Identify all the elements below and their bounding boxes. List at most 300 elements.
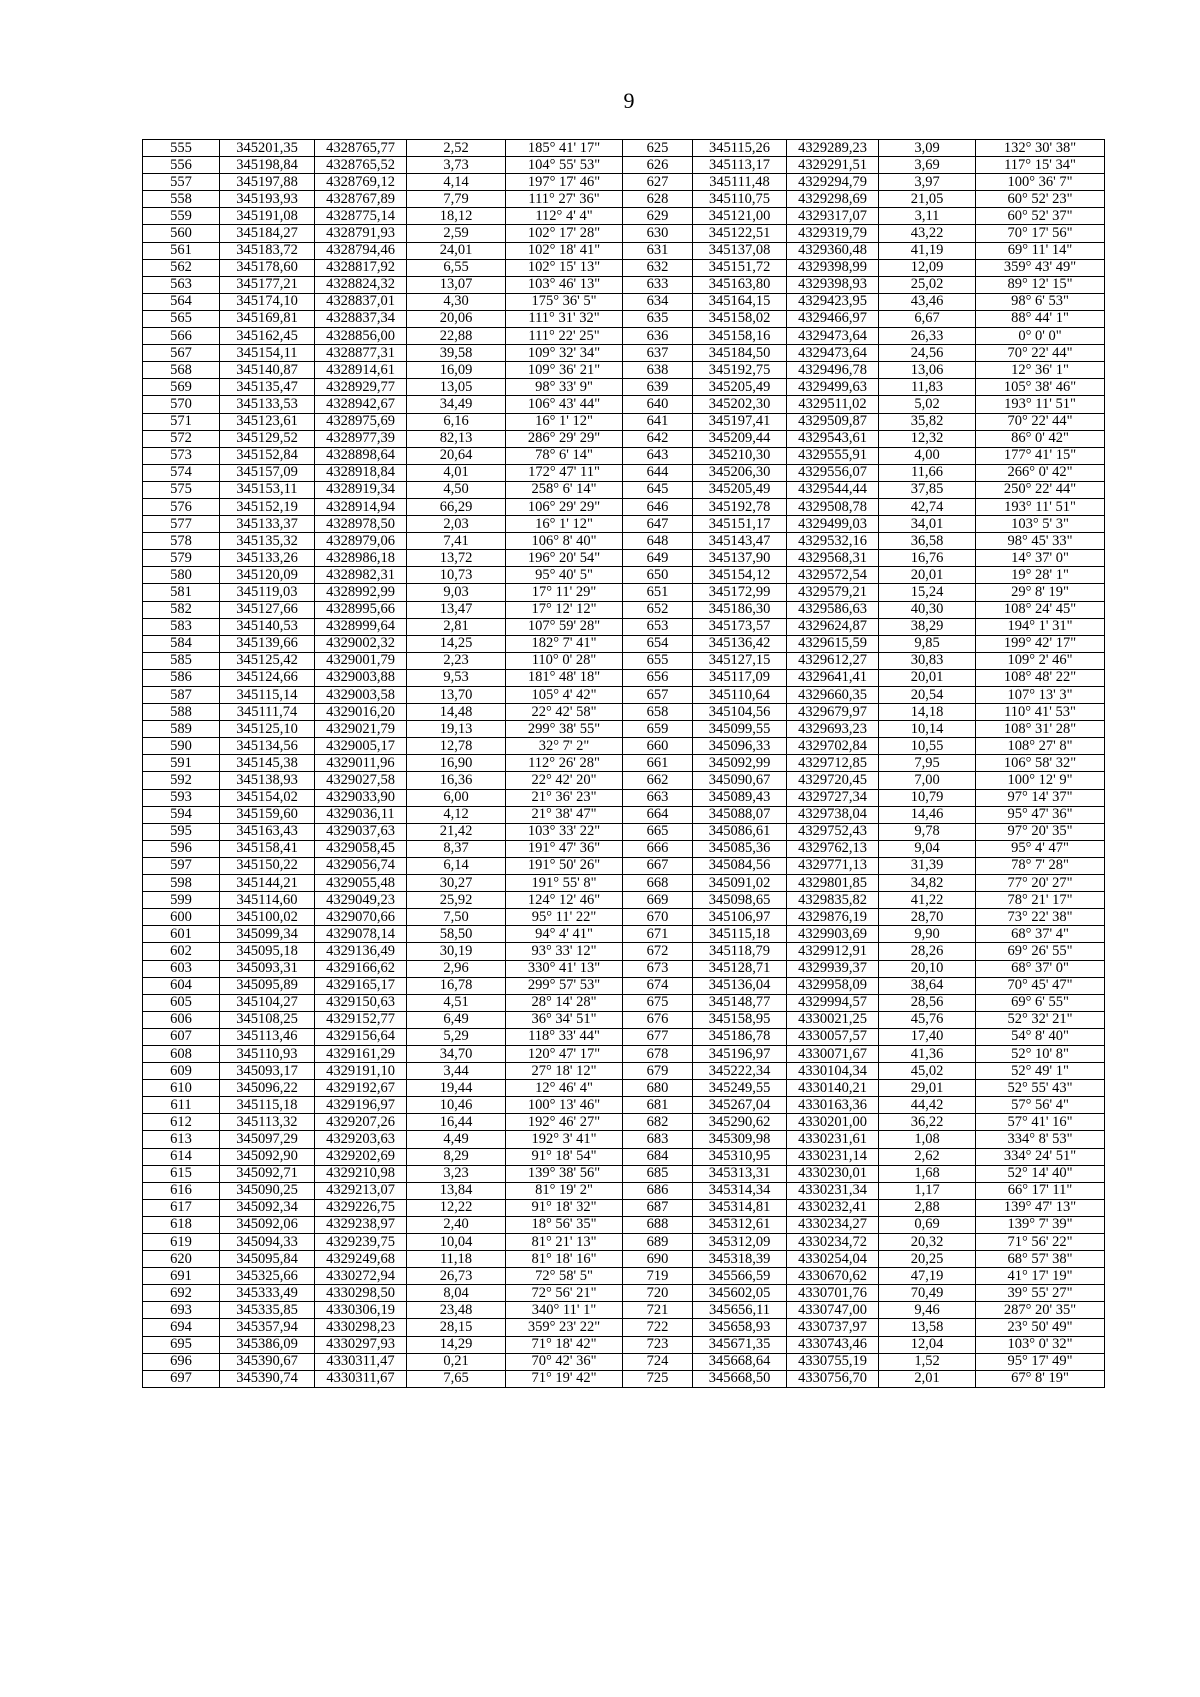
right-y-coordinate-cell: 4329693,23 <box>787 721 879 738</box>
right-distance-cell: 13,06 <box>879 362 976 379</box>
left-distance-cell: 13,84 <box>407 1182 506 1199</box>
left-x-coordinate-cell: 345158,41 <box>220 840 315 857</box>
right-distance-cell: 28,56 <box>879 994 976 1011</box>
right-x-coordinate-cell: 345151,72 <box>693 259 787 276</box>
left-x-coordinate-cell: 345333,49 <box>220 1285 315 1302</box>
right-x-coordinate-cell: 345137,90 <box>693 550 787 567</box>
table-row <box>143 533 1105 550</box>
table-row <box>143 738 1105 755</box>
right-y-coordinate-cell: 4329360,48 <box>787 242 879 259</box>
right-point-number-cell: 652 <box>623 601 693 618</box>
left-point-number-cell: 600 <box>143 909 220 926</box>
left-y-coordinate-cell: 4328995,66 <box>315 601 407 618</box>
right-y-coordinate-cell: 4330254,04 <box>787 1251 879 1268</box>
table-row <box>143 755 1105 772</box>
left-distance-cell: 16,36 <box>407 772 506 789</box>
left-direction-angle-cell: 103° 33' 22" <box>506 823 623 840</box>
left-x-coordinate-cell: 345100,02 <box>220 909 315 926</box>
left-direction-angle-cell: 22° 42' 20" <box>506 772 623 789</box>
right-y-coordinate-cell: 4329624,87 <box>787 618 879 635</box>
right-distance-cell: 1,08 <box>879 1131 976 1148</box>
left-direction-angle-cell: 72° 58' 5" <box>506 1268 623 1285</box>
right-y-coordinate-cell: 4329466,97 <box>787 310 879 327</box>
right-x-coordinate-cell: 345206,30 <box>693 464 787 481</box>
left-y-coordinate-cell: 4329005,17 <box>315 738 407 755</box>
right-x-coordinate-cell: 345196,97 <box>693 1045 787 1062</box>
table-row <box>143 481 1105 498</box>
right-distance-cell: 41,22 <box>879 892 976 909</box>
right-direction-angle-cell: 110° 41' 53" <box>976 704 1105 721</box>
right-point-number-cell: 651 <box>623 584 693 601</box>
right-point-number-cell: 676 <box>623 1011 693 1028</box>
left-distance-cell: 16,44 <box>407 1114 506 1131</box>
left-direction-angle-cell: 98° 33' 9" <box>506 379 623 396</box>
left-distance-cell: 58,50 <box>407 926 506 943</box>
left-y-coordinate-cell: 4330311,47 <box>315 1353 407 1370</box>
right-y-coordinate-cell: 4330701,76 <box>787 1285 879 1302</box>
left-point-number-cell: 613 <box>143 1131 220 1148</box>
left-x-coordinate-cell: 345135,32 <box>220 533 315 550</box>
right-distance-cell: 14,18 <box>879 704 976 721</box>
left-point-number-cell: 603 <box>143 960 220 977</box>
left-point-number-cell: 574 <box>143 464 220 481</box>
left-distance-cell: 9,53 <box>407 669 506 686</box>
right-y-coordinate-cell: 4329556,07 <box>787 464 879 481</box>
left-direction-angle-cell: 120° 47' 17" <box>506 1045 623 1062</box>
left-point-number-cell: 620 <box>143 1251 220 1268</box>
right-point-number-cell: 644 <box>623 464 693 481</box>
right-y-coordinate-cell: 4329572,54 <box>787 567 879 584</box>
left-direction-angle-cell: 139° 38' 56" <box>506 1165 623 1182</box>
right-x-coordinate-cell: 345197,41 <box>693 413 787 430</box>
right-distance-cell: 7,00 <box>879 772 976 789</box>
left-x-coordinate-cell: 345159,60 <box>220 806 315 823</box>
table-row <box>143 157 1105 174</box>
left-x-coordinate-cell: 345095,18 <box>220 943 315 960</box>
left-x-coordinate-cell: 345127,66 <box>220 601 315 618</box>
left-y-coordinate-cell: 4328794,46 <box>315 242 407 259</box>
left-point-number-cell: 692 <box>143 1285 220 1302</box>
right-x-coordinate-cell: 345172,99 <box>693 584 787 601</box>
right-x-coordinate-cell: 345115,18 <box>693 926 787 943</box>
left-y-coordinate-cell: 4328919,34 <box>315 481 407 498</box>
right-point-number-cell: 680 <box>623 1080 693 1097</box>
right-y-coordinate-cell: 4330755,19 <box>787 1353 879 1370</box>
right-direction-angle-cell: 177° 41' 15" <box>976 447 1105 464</box>
left-distance-cell: 14,25 <box>407 635 506 652</box>
right-x-coordinate-cell: 345121,00 <box>693 208 787 225</box>
right-distance-cell: 28,26 <box>879 943 976 960</box>
left-point-number-cell: 608 <box>143 1045 220 1062</box>
left-point-number-cell: 565 <box>143 310 220 327</box>
right-point-number-cell: 641 <box>623 413 693 430</box>
left-direction-angle-cell: 91° 18' 54" <box>506 1148 623 1165</box>
right-x-coordinate-cell: 345249,55 <box>693 1080 787 1097</box>
left-x-coordinate-cell: 345120,09 <box>220 567 315 584</box>
right-direction-angle-cell: 68° 37' 0" <box>976 960 1105 977</box>
right-distance-cell: 16,76 <box>879 550 976 567</box>
left-direction-angle-cell: 78° 6' 14" <box>506 447 623 464</box>
left-direction-angle-cell: 258° 6' 14" <box>506 481 623 498</box>
left-point-number-cell: 618 <box>143 1216 220 1233</box>
left-point-number-cell: 609 <box>143 1063 220 1080</box>
left-distance-cell: 6,49 <box>407 1011 506 1028</box>
right-direction-angle-cell: 103° 5' 3" <box>976 516 1105 533</box>
right-direction-angle-cell: 54° 8' 40" <box>976 1028 1105 1045</box>
left-point-number-cell: 555 <box>143 140 220 157</box>
left-point-number-cell: 586 <box>143 669 220 686</box>
right-point-number-cell: 631 <box>623 242 693 259</box>
left-y-coordinate-cell: 4330298,50 <box>315 1285 407 1302</box>
left-x-coordinate-cell: 345092,06 <box>220 1216 315 1233</box>
left-distance-cell: 19,44 <box>407 1080 506 1097</box>
left-x-coordinate-cell: 345115,14 <box>220 687 315 704</box>
table-row <box>143 1097 1105 1114</box>
right-distance-cell: 20,25 <box>879 1251 976 1268</box>
right-point-number-cell: 672 <box>623 943 693 960</box>
left-y-coordinate-cell: 4329016,20 <box>315 704 407 721</box>
left-x-coordinate-cell: 345177,21 <box>220 276 315 293</box>
left-point-number-cell: 585 <box>143 652 220 669</box>
left-x-coordinate-cell: 345094,33 <box>220 1234 315 1251</box>
left-direction-angle-cell: 94° 4' 41" <box>506 926 623 943</box>
left-point-number-cell: 691 <box>143 1268 220 1285</box>
right-x-coordinate-cell: 345668,64 <box>693 1353 787 1370</box>
left-distance-cell: 14,48 <box>407 704 506 721</box>
left-x-coordinate-cell: 345157,09 <box>220 464 315 481</box>
right-direction-angle-cell: 71° 56' 22" <box>976 1234 1105 1251</box>
left-x-coordinate-cell: 345140,87 <box>220 362 315 379</box>
right-y-coordinate-cell: 4329738,04 <box>787 806 879 823</box>
right-y-coordinate-cell: 4329568,31 <box>787 550 879 567</box>
left-point-number-cell: 571 <box>143 413 220 430</box>
right-x-coordinate-cell: 345267,04 <box>693 1097 787 1114</box>
right-point-number-cell: 647 <box>623 516 693 533</box>
right-distance-cell: 2,62 <box>879 1148 976 1165</box>
left-y-coordinate-cell: 4329239,75 <box>315 1234 407 1251</box>
right-direction-angle-cell: 68° 57' 38" <box>976 1251 1105 1268</box>
right-point-number-cell: 687 <box>623 1199 693 1216</box>
right-x-coordinate-cell: 345318,39 <box>693 1251 787 1268</box>
right-point-number-cell: 662 <box>623 772 693 789</box>
left-x-coordinate-cell: 345145,38 <box>220 755 315 772</box>
right-direction-angle-cell: 97° 20' 35" <box>976 823 1105 840</box>
right-y-coordinate-cell: 4329319,79 <box>787 225 879 242</box>
right-point-number-cell: 659 <box>623 721 693 738</box>
right-distance-cell: 20,10 <box>879 960 976 977</box>
left-direction-angle-cell: 124° 12' 46" <box>506 892 623 909</box>
right-x-coordinate-cell: 345090,67 <box>693 772 787 789</box>
left-direction-angle-cell: 107° 59' 28" <box>506 618 623 635</box>
left-distance-cell: 13,07 <box>407 276 506 293</box>
right-distance-cell: 3,69 <box>879 157 976 174</box>
left-direction-angle-cell: 299° 57' 53" <box>506 977 623 994</box>
right-distance-cell: 28,70 <box>879 909 976 926</box>
table-row <box>143 1148 1105 1165</box>
right-distance-cell: 9,90 <box>879 926 976 943</box>
left-direction-angle-cell: 71° 18' 42" <box>506 1336 623 1353</box>
right-point-number-cell: 720 <box>623 1285 693 1302</box>
left-direction-angle-cell: 111° 22' 25" <box>506 328 623 345</box>
left-direction-angle-cell: 91° 18' 32" <box>506 1199 623 1216</box>
left-y-coordinate-cell: 4329161,29 <box>315 1045 407 1062</box>
right-x-coordinate-cell: 345290,62 <box>693 1114 787 1131</box>
left-point-number-cell: 610 <box>143 1080 220 1097</box>
right-distance-cell: 36,22 <box>879 1114 976 1131</box>
left-x-coordinate-cell: 345099,34 <box>220 926 315 943</box>
table-row <box>143 806 1105 823</box>
left-point-number-cell: 557 <box>143 174 220 191</box>
right-point-number-cell: 639 <box>623 379 693 396</box>
left-distance-cell: 7,50 <box>407 909 506 926</box>
left-distance-cell: 13,47 <box>407 601 506 618</box>
right-y-coordinate-cell: 4330670,62 <box>787 1268 879 1285</box>
left-y-coordinate-cell: 4328918,84 <box>315 464 407 481</box>
left-point-number-cell: 569 <box>143 379 220 396</box>
left-y-coordinate-cell: 4330298,23 <box>315 1319 407 1336</box>
right-direction-angle-cell: 78° 7' 28" <box>976 857 1105 874</box>
left-y-coordinate-cell: 4329156,64 <box>315 1028 407 1045</box>
left-direction-angle-cell: 106° 29' 29" <box>506 498 623 515</box>
left-y-coordinate-cell: 4328765,52 <box>315 157 407 174</box>
table-row <box>143 1353 1105 1370</box>
right-y-coordinate-cell: 4329579,21 <box>787 584 879 601</box>
left-direction-angle-cell: 18° 56' 35" <box>506 1216 623 1233</box>
left-x-coordinate-cell: 345133,26 <box>220 550 315 567</box>
left-y-coordinate-cell: 4329027,58 <box>315 772 407 789</box>
right-direction-angle-cell: 334° 8' 53" <box>976 1131 1105 1148</box>
right-direction-angle-cell: 77° 20' 27" <box>976 875 1105 892</box>
left-distance-cell: 4,01 <box>407 464 506 481</box>
right-x-coordinate-cell: 345309,98 <box>693 1131 787 1148</box>
right-y-coordinate-cell: 4329499,03 <box>787 516 879 533</box>
right-y-coordinate-cell: 4329398,99 <box>787 259 879 276</box>
left-x-coordinate-cell: 345104,27 <box>220 994 315 1011</box>
left-y-coordinate-cell: 4329070,66 <box>315 909 407 926</box>
right-y-coordinate-cell: 4329543,61 <box>787 430 879 447</box>
right-point-number-cell: 643 <box>623 447 693 464</box>
table-row <box>143 721 1105 738</box>
right-x-coordinate-cell: 345092,99 <box>693 755 787 772</box>
right-y-coordinate-cell: 4329544,44 <box>787 481 879 498</box>
left-distance-cell: 4,12 <box>407 806 506 823</box>
left-direction-angle-cell: 21° 38' 47" <box>506 806 623 823</box>
left-direction-angle-cell: 181° 48' 18" <box>506 669 623 686</box>
right-x-coordinate-cell: 345151,17 <box>693 516 787 533</box>
left-y-coordinate-cell: 4328942,67 <box>315 396 407 413</box>
right-y-coordinate-cell: 4329423,95 <box>787 293 879 310</box>
right-x-coordinate-cell: 345210,30 <box>693 447 787 464</box>
table-row <box>143 1045 1105 1062</box>
right-direction-angle-cell: 23° 50' 49" <box>976 1319 1105 1336</box>
right-x-coordinate-cell: 345222,34 <box>693 1063 787 1080</box>
left-point-number-cell: 693 <box>143 1302 220 1319</box>
table-row <box>143 208 1105 225</box>
table-row <box>143 567 1105 584</box>
right-y-coordinate-cell: 4330230,01 <box>787 1165 879 1182</box>
left-y-coordinate-cell: 4329249,68 <box>315 1251 407 1268</box>
right-y-coordinate-cell: 4330232,41 <box>787 1199 879 1216</box>
right-y-coordinate-cell: 4329752,43 <box>787 823 879 840</box>
right-distance-cell: 10,55 <box>879 738 976 755</box>
right-direction-angle-cell: 57° 41' 16" <box>976 1114 1105 1131</box>
left-point-number-cell: 587 <box>143 687 220 704</box>
right-y-coordinate-cell: 4329660,35 <box>787 687 879 704</box>
right-distance-cell: 12,09 <box>879 259 976 276</box>
left-distance-cell: 6,00 <box>407 789 506 806</box>
right-point-number-cell: 686 <box>623 1182 693 1199</box>
left-point-number-cell: 562 <box>143 259 220 276</box>
table-row <box>143 1165 1105 1182</box>
table-row <box>143 772 1105 789</box>
table-row <box>143 1028 1105 1045</box>
right-x-coordinate-cell: 345310,95 <box>693 1148 787 1165</box>
right-direction-angle-cell: 41° 17' 19" <box>976 1268 1105 1285</box>
right-point-number-cell: 635 <box>623 310 693 327</box>
table-row <box>143 293 1105 310</box>
left-x-coordinate-cell: 345110,93 <box>220 1045 315 1062</box>
right-direction-angle-cell: 250° 22' 44" <box>976 481 1105 498</box>
left-point-number-cell: 614 <box>143 1148 220 1165</box>
right-direction-angle-cell: 266° 0' 42" <box>976 464 1105 481</box>
left-direction-angle-cell: 109° 36' 21" <box>506 362 623 379</box>
right-direction-angle-cell: 194° 1' 31" <box>976 618 1105 635</box>
left-distance-cell: 24,01 <box>407 242 506 259</box>
left-x-coordinate-cell: 345140,53 <box>220 618 315 635</box>
left-distance-cell: 12,78 <box>407 738 506 755</box>
left-direction-angle-cell: 72° 56' 21" <box>506 1285 623 1302</box>
left-x-coordinate-cell: 345390,74 <box>220 1370 315 1387</box>
right-distance-cell: 45,02 <box>879 1063 976 1080</box>
left-direction-angle-cell: 182° 7' 41" <box>506 635 623 652</box>
right-direction-angle-cell: 60° 52' 37" <box>976 208 1105 225</box>
left-point-number-cell: 580 <box>143 567 220 584</box>
left-x-coordinate-cell: 345178,60 <box>220 259 315 276</box>
right-y-coordinate-cell: 4329294,79 <box>787 174 879 191</box>
right-direction-angle-cell: 69° 6' 55" <box>976 994 1105 1011</box>
right-point-number-cell: 722 <box>623 1319 693 1336</box>
right-distance-cell: 43,46 <box>879 293 976 310</box>
left-direction-angle-cell: 109° 32' 34" <box>506 345 623 362</box>
right-distance-cell: 4,00 <box>879 447 976 464</box>
right-point-number-cell: 669 <box>623 892 693 909</box>
left-distance-cell: 30,27 <box>407 875 506 892</box>
left-direction-angle-cell: 191° 47' 36" <box>506 840 623 857</box>
table-body <box>143 140 1105 1388</box>
right-direction-angle-cell: 98° 6' 53" <box>976 293 1105 310</box>
left-point-number-cell: 584 <box>143 635 220 652</box>
right-y-coordinate-cell: 4329615,59 <box>787 635 879 652</box>
table-row <box>143 225 1105 242</box>
left-point-number-cell: 598 <box>143 875 220 892</box>
right-x-coordinate-cell: 345173,57 <box>693 618 787 635</box>
left-point-number-cell: 599 <box>143 892 220 909</box>
left-point-number-cell: 567 <box>143 345 220 362</box>
right-distance-cell: 3,11 <box>879 208 976 225</box>
left-distance-cell: 66,29 <box>407 498 506 515</box>
right-x-coordinate-cell: 345136,04 <box>693 977 787 994</box>
right-point-number-cell: 671 <box>623 926 693 943</box>
right-x-coordinate-cell: 345671,35 <box>693 1336 787 1353</box>
left-y-coordinate-cell: 4329011,96 <box>315 755 407 772</box>
right-direction-angle-cell: 69° 11' 14" <box>976 242 1105 259</box>
left-y-coordinate-cell: 4328978,50 <box>315 516 407 533</box>
right-x-coordinate-cell: 345089,43 <box>693 789 787 806</box>
left-x-coordinate-cell: 345097,29 <box>220 1131 315 1148</box>
table-row <box>143 892 1105 909</box>
left-direction-angle-cell: 110° 0' 28" <box>506 652 623 669</box>
left-distance-cell: 20,64 <box>407 447 506 464</box>
right-direction-angle-cell: 107° 13' 3" <box>976 687 1105 704</box>
right-point-number-cell: 678 <box>623 1045 693 1062</box>
left-point-number-cell: 564 <box>143 293 220 310</box>
table-row <box>143 687 1105 704</box>
left-x-coordinate-cell: 345113,46 <box>220 1028 315 1045</box>
left-point-number-cell: 592 <box>143 772 220 789</box>
left-x-coordinate-cell: 345325,66 <box>220 1268 315 1285</box>
left-point-number-cell: 568 <box>143 362 220 379</box>
right-x-coordinate-cell: 345106,97 <box>693 909 787 926</box>
right-distance-cell: 1,52 <box>879 1353 976 1370</box>
left-distance-cell: 34,70 <box>407 1045 506 1062</box>
left-distance-cell: 4,50 <box>407 481 506 498</box>
right-direction-angle-cell: 68° 37' 4" <box>976 926 1105 943</box>
left-point-number-cell: 595 <box>143 823 220 840</box>
right-direction-angle-cell: 97° 14' 37" <box>976 789 1105 806</box>
right-direction-angle-cell: 334° 24' 51" <box>976 1148 1105 1165</box>
left-y-coordinate-cell: 4329166,62 <box>315 960 407 977</box>
page-number: 9 <box>623 88 635 113</box>
right-y-coordinate-cell: 4330231,34 <box>787 1182 879 1199</box>
left-y-coordinate-cell: 4328979,06 <box>315 533 407 550</box>
left-direction-angle-cell: 95° 11' 22" <box>506 909 623 926</box>
left-direction-angle-cell: 286° 29' 29" <box>506 430 623 447</box>
left-distance-cell: 10,46 <box>407 1097 506 1114</box>
left-x-coordinate-cell: 345113,32 <box>220 1114 315 1131</box>
right-y-coordinate-cell: 4330021,25 <box>787 1011 879 1028</box>
right-distance-cell: 6,67 <box>879 310 976 327</box>
right-y-coordinate-cell: 4329679,97 <box>787 704 879 721</box>
right-x-coordinate-cell: 345566,59 <box>693 1268 787 1285</box>
right-point-number-cell: 673 <box>623 960 693 977</box>
right-y-coordinate-cell: 4329555,91 <box>787 447 879 464</box>
left-point-number-cell: 591 <box>143 755 220 772</box>
left-point-number-cell: 694 <box>143 1319 220 1336</box>
right-direction-angle-cell: 52° 14' 40" <box>976 1165 1105 1182</box>
left-y-coordinate-cell: 4328791,93 <box>315 225 407 242</box>
right-y-coordinate-cell: 4329641,41 <box>787 669 879 686</box>
right-x-coordinate-cell: 345312,61 <box>693 1216 787 1233</box>
left-x-coordinate-cell: 345201,35 <box>220 140 315 157</box>
left-point-number-cell: 560 <box>143 225 220 242</box>
right-y-coordinate-cell: 4329958,09 <box>787 977 879 994</box>
right-y-coordinate-cell: 4330756,70 <box>787 1370 879 1387</box>
right-y-coordinate-cell: 4329317,07 <box>787 208 879 225</box>
left-y-coordinate-cell: 4330311,67 <box>315 1370 407 1387</box>
right-distance-cell: 12,32 <box>879 430 976 447</box>
right-distance-cell: 37,85 <box>879 481 976 498</box>
table-row <box>143 909 1105 926</box>
right-distance-cell: 34,01 <box>879 516 976 533</box>
left-distance-cell: 20,06 <box>407 310 506 327</box>
right-y-coordinate-cell: 4329509,87 <box>787 413 879 430</box>
right-distance-cell: 25,02 <box>879 276 976 293</box>
right-distance-cell: 38,64 <box>879 977 976 994</box>
table-row <box>143 994 1105 1011</box>
right-y-coordinate-cell: 4329720,45 <box>787 772 879 789</box>
left-distance-cell: 2,59 <box>407 225 506 242</box>
right-x-coordinate-cell: 345111,48 <box>693 174 787 191</box>
